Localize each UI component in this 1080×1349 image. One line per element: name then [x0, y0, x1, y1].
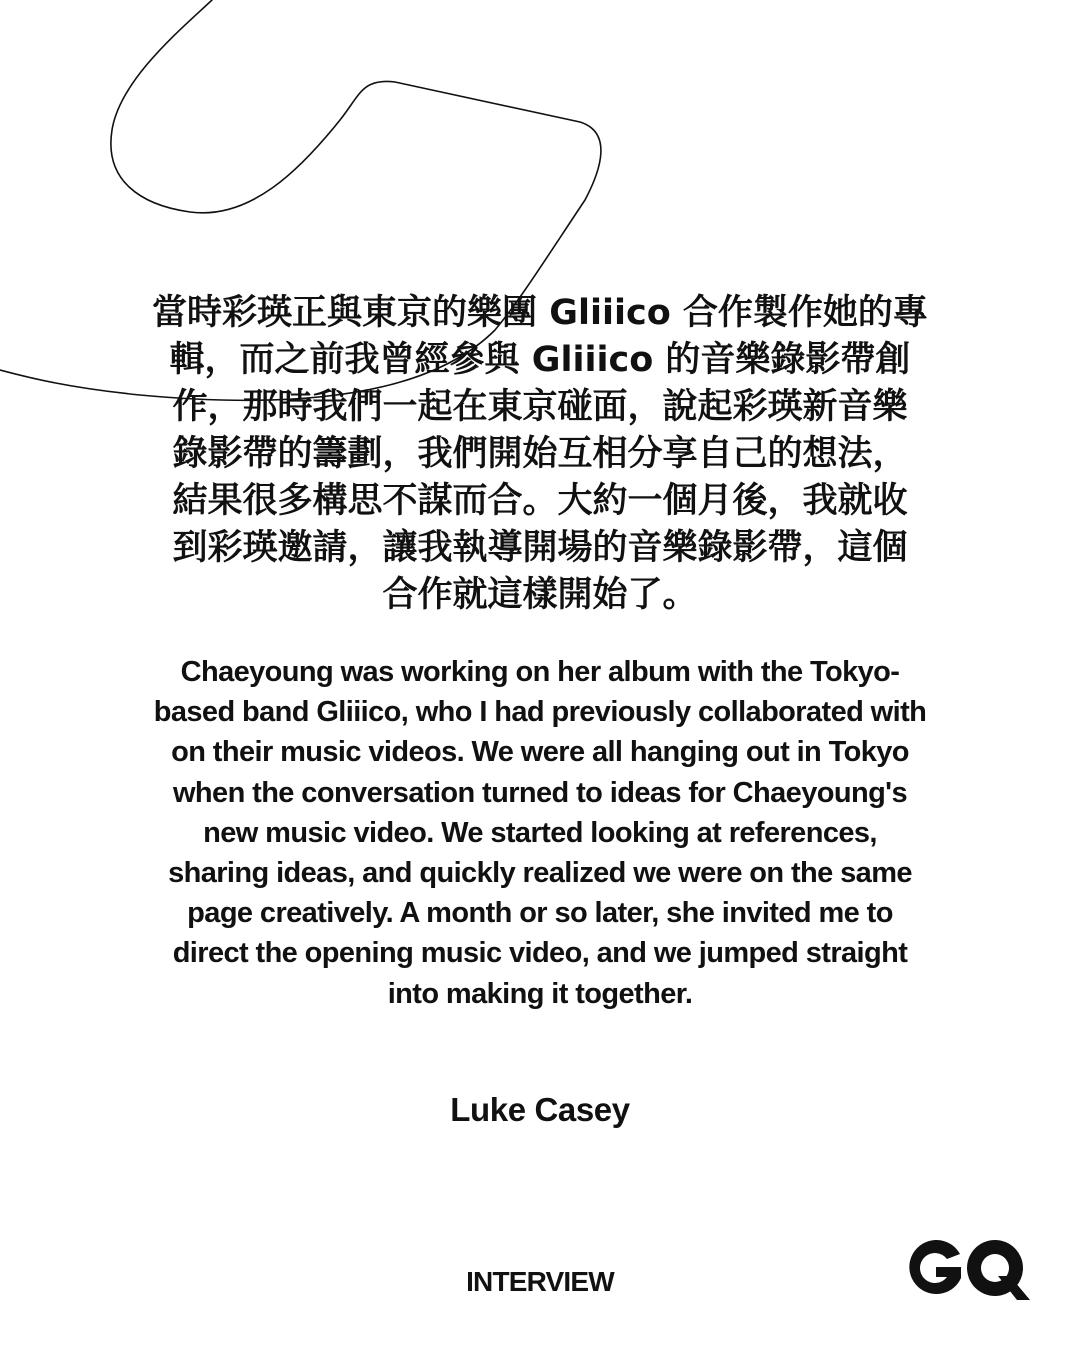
section-label: INTERVIEW	[466, 1266, 614, 1297]
quote-line: Chaeyoung was working on her album with the Tokyo-	[180, 656, 900, 688]
quote-line: when the conversation turned to ideas for Chaeyoung's	[172, 776, 908, 809]
quote-line: 作，那時我們一起在東京碰面，說起彩瑛新音樂	[172, 387, 908, 427]
author-name: Luke Casey	[450, 1091, 630, 1128]
quote-line: into making it together.	[387, 977, 693, 1010]
quote-english	[120, 652, 960, 1014]
quote-line: 到彩瑛邀請，讓我執導開場的音樂錄影帶，這個	[172, 528, 908, 568]
quote-line: based band Gliiico, who I had previously collaborated with	[153, 696, 927, 729]
quote-line: 輯，而之前我曾經參與 Gliiico 的音樂錄影帶創	[169, 340, 911, 380]
quote-line: 錄影帶的籌劃，我們開始互相分享自己的想法，	[172, 434, 908, 474]
quote-line: 當時彩瑛正與東京的樂團 Gliiico 合作製作她的專	[152, 293, 928, 333]
gq-logo-icon	[900, 1236, 1030, 1302]
quote-line: 合作就這樣開始了。	[382, 575, 698, 615]
quote-chinese	[130, 290, 950, 619]
quote-line: 結果很多構思不謀而合。大約一個月後，我就收	[172, 481, 908, 521]
quote-line: direct the opening music video, and we jumped straight	[172, 937, 908, 970]
quote-line: on their music videos. We were all hanging out in Tokyo	[171, 736, 909, 769]
quote-line: page creatively. A month or so later, she invited me to	[187, 897, 893, 930]
quote-line: sharing ideas, and quickly realized we were on the same	[168, 857, 912, 890]
quote-line: new music video. We started looking at references,	[203, 816, 877, 849]
